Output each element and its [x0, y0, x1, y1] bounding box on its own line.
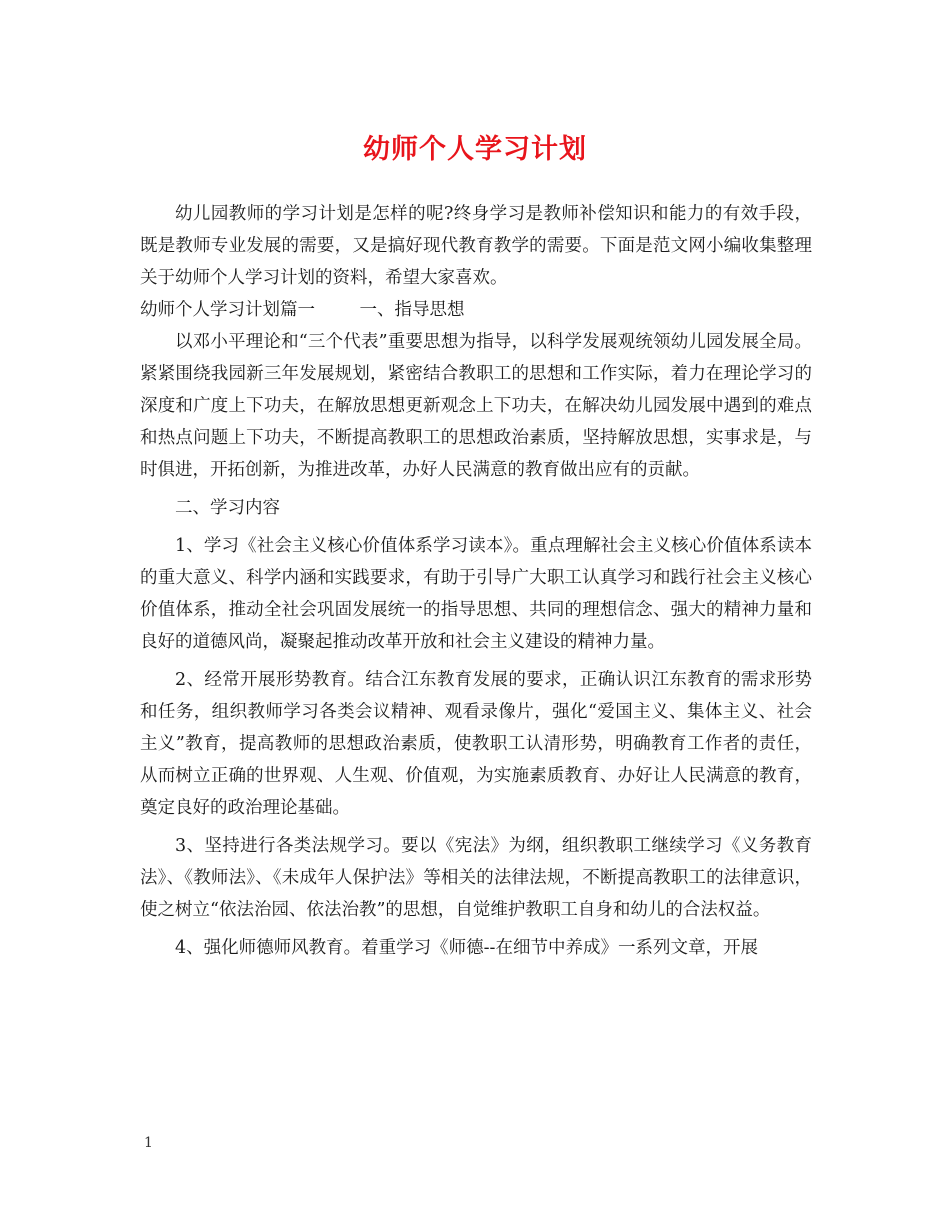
- guiding-thought-paragraph: 以邓小平理论和“三个代表”重要思想为指导，以科学发展观统领幼儿园发展全局。紧紧围绕我园新三年发展规划，紧密结合教职工的思想和工作实际，着力在理论学习的深度和广度上下功夫，在解放思想更新观念上下功夫，在解决幼儿园发展中遇到的难点和热点问题上下功夫，不断提高教职工的思想政治素质，坚持解放思想，实事求是，与时俱进，开拓创新，为推进改革，办好人民满意的教育做出应有的贡献。: [140, 332, 812, 480]
- page-number: 1: [144, 1135, 153, 1151]
- section-heading-study-content: 二、学习内容: [175, 498, 280, 518]
- section-heading-guiding-thought: 幼师个人学习计划篇一 一、指导思想: [140, 300, 465, 320]
- study-item-1: 1、学习《社会主义核心价值体系学习读本》。重点理解社会主义核心价值体系读本的重大意义、科学内涵和实践要求，有助于引导广大职工认真学习和践行社会主义核心价值体系，推动全社会巩固发展统一的指导思想、共同的理想信念、强大的精神力量和良好的道德风尚，凝聚起推动改革开放和社会主义建设的精神力量。: [140, 536, 812, 652]
- document-title: 幼师个人学习计划: [363, 134, 587, 165]
- study-item-4: 4、强化师德师风教育。着重学习《师德--在细节中养成》一系列文章，开展: [175, 938, 758, 958]
- study-item-3: 3、坚持进行各类法规学习。要以《宪法》为纲，组织教职工继续学习《义务教育法》、《教师法》、《未成年人保护法》等相关的法律法规，不断提高教职工的法律意识，使之树立“依法治园、依法治教”的思想，自觉维护教职工自身和幼儿的合法权益。: [140, 836, 812, 920]
- intro-paragraph: 幼儿园教师的学习计划是怎样的呢?终身学习是教师补偿知识和能力的有效手段，既是教师专业发展的需要，又是搞好现代教育教学的需要。下面是范文网小编收集整理关于幼师个人学习计划的资料，希望大家喜欢。: [140, 204, 812, 288]
- study-item-2: 2、经常开展形势教育。结合江东教育发展的要求，正确认识江东教育的需求形势和任务，组织教师学习各类会议精神、观看录像片，强化“爱国主义、集体主义、社会主义”教育，提高教师的思想政治素质，使教职工认清形势，明确教育工作者的责任，从而树立正确的世界观、人生观、价值观，为实施素质教育、办好让人民满意的教育，奠定良好的政治理论基础。: [140, 670, 812, 818]
- document-body: [140, 198, 812, 964]
